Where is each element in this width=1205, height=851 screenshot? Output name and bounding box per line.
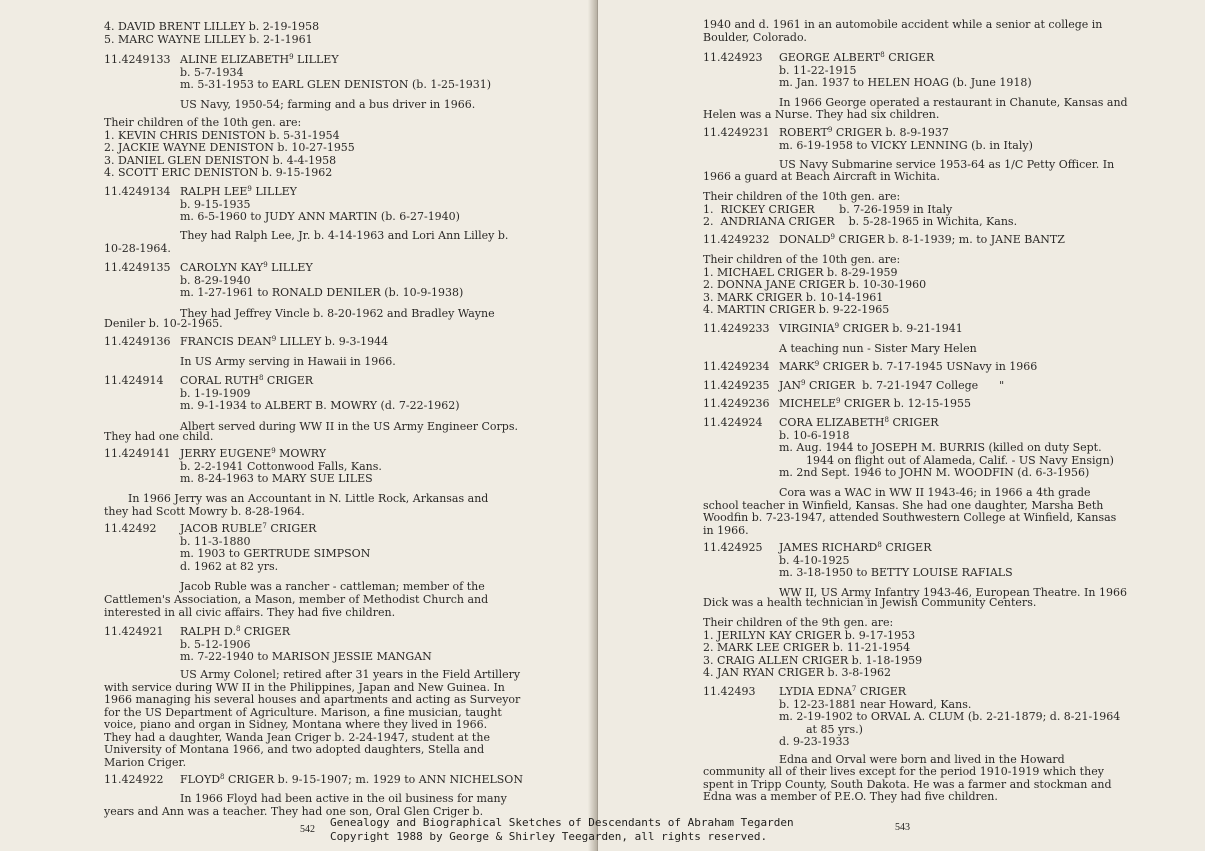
entry-note: 10-28-1964. xyxy=(104,242,171,255)
entry-name: ALINE ELIZABETH$^9$ LILLEY xyxy=(180,53,339,66)
list-item: 3. DANIEL GLEN DENISTON b. 4-4-1958 xyxy=(104,153,337,167)
entry-note: They had one child. xyxy=(104,430,214,443)
entry-note: US Navy Submarine service 1953-64 as 1/C Petty Officer. In xyxy=(779,158,1115,172)
list-item: 1. KEVIN CHRIS DENISTON b. 5-31-1954 xyxy=(104,128,340,142)
entry-note: with service during WW II in the Philippines, Japan and New Guinea. In xyxy=(104,681,505,694)
entry-name: JAN$^9$ CRIGER b. 7-21-1947 College " xyxy=(779,379,1005,392)
entry-name: ROBERT$^9$ CRIGER b. 8-9-1937 xyxy=(779,126,949,139)
list-item: 4. MARTIN CRIGER b. 9-22-1965 xyxy=(703,303,890,317)
entry-id: 11.42493 xyxy=(703,685,756,698)
entry-name: RALPH D.$^8$ CRIGER xyxy=(180,625,291,638)
entry-note: for the US Department of Agriculture. Marison, a fine musician, taught xyxy=(104,706,502,719)
list-item: 5. MARC WAYNE LILLEY b. 2-1-1961 xyxy=(104,32,313,46)
entry-name: JAMES RICHARD$^8$ CRIGER xyxy=(779,541,932,554)
list-item: 3. MARK CRIGER b. 10-14-1961 xyxy=(703,290,884,304)
entry-name: CAROLYN KAY$^9$ LILLEY xyxy=(180,261,313,274)
entry-name: GEORGE ALBERT$^8$ CRIGER xyxy=(779,51,935,64)
entry-note: Edna and Orval were born and lived in the Howard xyxy=(779,753,1065,766)
entry-note: 1940 and d. 1961 in an automobile accident while a senior at college in xyxy=(703,18,1103,31)
entry-note: they had Scott Mowry b. 8-28-1964. xyxy=(104,505,305,518)
birth-line: b. 8-29-1940 xyxy=(180,273,251,287)
children-list xyxy=(104,117,355,180)
birth-line: b. 11-22-1915 xyxy=(779,63,857,77)
entry-id: 11.4249236 xyxy=(703,397,770,410)
entry-note: They had a daughter, Wanda Jean Criger b. 2-24-1947, student at the xyxy=(104,731,490,744)
page-number-right: 543 xyxy=(895,822,910,833)
footer-title: Genealogy and Biographical Sketches of Descendants of Abraham Tegarden xyxy=(330,816,794,829)
entry-name: MICHELE$^9$ CRIGER b. 12-15-1955 xyxy=(779,397,972,410)
marriage-line: 1944 on flight out of Alameda, Calif. - US Navy Ensign) xyxy=(806,453,1114,467)
entry-note: Dick was a health technician in Jewish Community Centers. xyxy=(703,596,1037,609)
children-header: Their children of the 10th gen. are: xyxy=(703,253,901,266)
entry-id: 11.4249133 xyxy=(104,53,171,66)
entry-note: school teacher in Winfield, Kansas. She had one daughter, Marsha Beth xyxy=(703,499,1104,512)
entry-note: community all of their lives except for the period 1910-1919 which they xyxy=(703,765,1104,778)
entry-name: CORA ELIZABETH$^8$ CRIGER xyxy=(779,416,939,429)
list-item: 4. JAN RYAN CRIGER b. 3-8-1962 xyxy=(703,666,891,680)
entry-note: 1966 managing his several houses and apartments and acting as Surveyor xyxy=(104,693,521,706)
death-line: d. 9-23-1933 xyxy=(779,735,850,749)
entry-id: 11.4249232 xyxy=(703,233,770,246)
entry-note: US Army Colonel; retired after 31 years in the Field Artillery xyxy=(180,668,521,681)
marriage-line: at 85 yrs.) xyxy=(806,722,863,736)
entry-id: 11.4249234 xyxy=(703,360,770,373)
continued-text xyxy=(703,19,1102,44)
marriage-line: m. 1903 to GERTRUDE SIMPSON xyxy=(180,547,371,561)
list-item: 4. SCOTT ERIC DENISTON b. 9-15-1962 xyxy=(104,166,333,180)
entry-id: 11.4249141 xyxy=(104,447,171,460)
entry-note: in 1966. xyxy=(703,524,749,537)
marriage-line: m. 8-24-1963 to MARY SUE LILES xyxy=(180,472,373,486)
birth-line: b. 5-12-1906 xyxy=(180,637,251,651)
entry-id: 11.4249134 xyxy=(104,185,171,198)
list-item: 2. DONNA JANE CRIGER b. 10-30-1960 xyxy=(703,278,927,292)
birth-line: b. 9-15-1935 xyxy=(180,197,251,211)
entry-note: Cattlemen's Association, a Mason, member of Methodist Church and xyxy=(104,593,489,606)
marriage-line: m. 7-22-1940 to MARISON JESSIE MANGAN xyxy=(180,650,432,664)
marriage-line: m. 5-31-1953 to EARL GLEN DENISTON (b. 1-25-1931) xyxy=(180,78,492,92)
list-item: 4. DAVID BRENT LILLEY b. 2-19-1958 xyxy=(104,20,320,33)
marriage-line: m. 2nd Sept. 1946 to JOHN M. WOODFIN (d. 6-3-1956) xyxy=(779,466,1090,480)
right-page xyxy=(598,0,1205,851)
children-header: Their children of the 10th gen. are: xyxy=(104,116,302,129)
page-footer xyxy=(0,811,1205,851)
entry-note: 1966 a guard at Beach Aircraft in Wichita. xyxy=(703,170,941,183)
entry-note: Helen was a Nurse. They had six children. xyxy=(703,108,940,121)
entry-note: In US Army serving in Hawaii in 1966. xyxy=(180,354,396,368)
entry-id: 11.424924 xyxy=(703,416,763,429)
marriage-line: m. Jan. 1937 to HELEN HOAG (b. June 1918) xyxy=(779,76,1032,90)
entry-id: 11.424925 xyxy=(703,541,763,554)
entry-note: University of Montana 1966, and two adopted daughters, Stella and xyxy=(104,743,485,756)
entry-id: 11.42492 xyxy=(104,522,157,535)
marriage-line: m. 1-27-1961 to RONALD DENILER (b. 10-9-1938) xyxy=(180,286,464,300)
entry-note: Cora was a WAC in WW II 1943-46; in 1966 a 4th grade xyxy=(779,486,1091,499)
birth-line: b. 4-10-1925 xyxy=(779,553,850,567)
entry-id: 11.4249136 xyxy=(104,335,171,348)
marriage-line: m. 9-1-1934 to ALBERT B. MOWRY (d. 7-22-1962) xyxy=(180,399,460,413)
children-header: Their children of the 9th gen. are: xyxy=(703,616,894,629)
children-list xyxy=(104,21,319,46)
entry-note: US Navy, 1950-54; farming and a bus driver in 1966. xyxy=(180,97,476,111)
entry-note: Deniler b. 10-2-1965. xyxy=(104,317,223,330)
entry-id: 11.4249233 xyxy=(703,322,770,335)
entry-id: 11.424923 xyxy=(703,51,763,64)
entry-name: JACOB RUBLE$^7$ CRIGER xyxy=(180,522,317,535)
list-item: 2. MARK LEE CRIGER b. 11-21-1954 xyxy=(703,641,911,655)
entry-note: They had Ralph Lee, Jr. b. 4-14-1963 and Lori Ann Lilley b. xyxy=(180,228,509,242)
entry-name: DONALD$^9$ CRIGER b. 8-1-1939; m. to JANE BANTZ xyxy=(779,233,1065,246)
marriage-line: m. 6-5-1960 to JUDY ANN MARTIN (b. 6-27-1940) xyxy=(180,210,460,224)
list-item: 2. ANDRIANA CRIGER b. 5-28-1965 in Wichita, Kans. xyxy=(703,215,1018,229)
entry-note: Marion Criger. xyxy=(104,756,187,769)
entry-name: CORAL RUTH$^8$ CRIGER xyxy=(180,374,314,387)
children-list xyxy=(703,254,926,317)
entry-name: MARK$^9$ CRIGER b. 7-17-1945 USNavy in 1966 xyxy=(779,360,1038,373)
entry-note: WW II, US Army Infantry 1943-46, European Theatre. In 1966 xyxy=(779,585,1127,599)
entry-id: 11.4249231 xyxy=(703,126,770,139)
entry-name: FLOYD$^8$ CRIGER b. 9-15-1907; m. 1929 to ANN NICHELSON xyxy=(180,773,523,786)
entry-note: In 1966 Jerry was an Accountant in N. Little Rock, Arkansas and xyxy=(128,492,489,505)
entry-id: 11.4249235 xyxy=(703,379,770,392)
marriage-line: m. 6-19-1958 to VICKY LENNING (b. in Italy) xyxy=(779,138,1033,152)
children-header: Their children of the 10th gen. are: xyxy=(703,190,901,203)
entry-id: 11.4249135 xyxy=(104,261,171,274)
entry-id: 11.424921 xyxy=(104,625,164,638)
marriage-line: m. 2-19-1902 to ORVAL A. CLUM (b. 2-21-1879; d. 8-21-1964 xyxy=(779,710,1121,724)
birth-line: b. 10-6-1918 xyxy=(779,428,850,442)
list-item: 2. JACKIE WAYNE DENISTON b. 10-27-1955 xyxy=(104,141,355,155)
left-page xyxy=(0,0,598,851)
footer-copyright: Copyright 1988 by George & Shirley Teegarden, all rights reserved. xyxy=(330,830,768,843)
entry-name: JERRY EUGENE$^9$ MOWRY xyxy=(180,447,326,460)
marriage-line: m. Aug. 1944 to JOSEPH M. BURRIS (killed on duty Sept. xyxy=(779,441,1102,455)
entry-note: voice, piano and organ in Sidney, Montana where they lived in 1966. xyxy=(104,718,488,731)
birth-line: b. 11-3-1880 xyxy=(180,534,251,548)
entry-name: FRANCIS DEAN$^9$ LILLEY b. 9-3-1944 xyxy=(180,335,389,348)
entry-note: Woodfin b. 7-23-1947, attended Southwestern College at Winfield, Kansas xyxy=(703,511,1117,524)
entry-id: 11.424914 xyxy=(104,374,164,387)
entry-note: Albert served during WW II in the US Army Engineer Corps. xyxy=(180,419,518,433)
entry-name: LYDIA EDNA$^7$ CRIGER xyxy=(779,685,907,698)
entry-note: interested in all civic affairs. They had five children. xyxy=(104,606,396,619)
children-list xyxy=(703,191,1017,229)
page-number-left: 542 xyxy=(300,824,315,835)
entry-note: spent in Tripp County, South Dakota. He was a farmer and stockman and xyxy=(703,778,1112,791)
list-item: 1. RICKEY CRIGER b. 7-26-1959 in Italy xyxy=(703,202,953,216)
entry-note: Boulder, Colorado. xyxy=(703,30,807,44)
entry-name: RALPH LEE$^9$ LILLEY xyxy=(180,185,297,198)
entry-id: 11.424922 xyxy=(104,773,164,786)
birth-line: b. 5-7-1934 xyxy=(180,65,244,79)
entry-note: In 1966 Floyd had been active in the oil business for many xyxy=(180,792,507,805)
death-line: d. 1962 at 82 yrs. xyxy=(180,559,279,573)
list-item: 3. CRAIG ALLEN CRIGER b. 1-18-1959 xyxy=(703,653,923,667)
entry-note: Edna was a member of P.E.O. They had five children. xyxy=(703,790,998,803)
entry-note: A teaching nun - Sister Mary Helen xyxy=(779,341,977,355)
marriage-line: m. 3-18-1950 to BETTY LOUISE RAFIALS xyxy=(779,566,1013,580)
children-list xyxy=(703,617,922,680)
list-item: 1. JERILYN KAY CRIGER b. 9-17-1953 xyxy=(703,628,916,642)
birth-line: b. 2-2-1941 Cottonwood Falls, Kans. xyxy=(180,459,382,473)
entry-note: years and Ann was a teacher. They had one son, Oral Glen Criger b. xyxy=(104,805,484,818)
entry-note: Jacob Ruble was a rancher - cattleman; member of the xyxy=(180,580,485,593)
list-item: 1. MICHAEL CRIGER b. 8-29-1959 xyxy=(703,265,898,279)
entry-note: In 1966 George operated a restaurant in Chanute, Kansas and xyxy=(779,95,1128,109)
entry-name: VIRGINIA$^9$ CRIGER b. 9-21-1941 xyxy=(779,322,963,335)
birth-line: b. 12-23-1881 near Howard, Kans. xyxy=(779,697,972,711)
entry-note: They had Jeffrey Vincle b. 8-20-1962 and Bradley Wayne xyxy=(180,306,495,320)
birth-line: b. 1-19-1909 xyxy=(180,386,251,400)
